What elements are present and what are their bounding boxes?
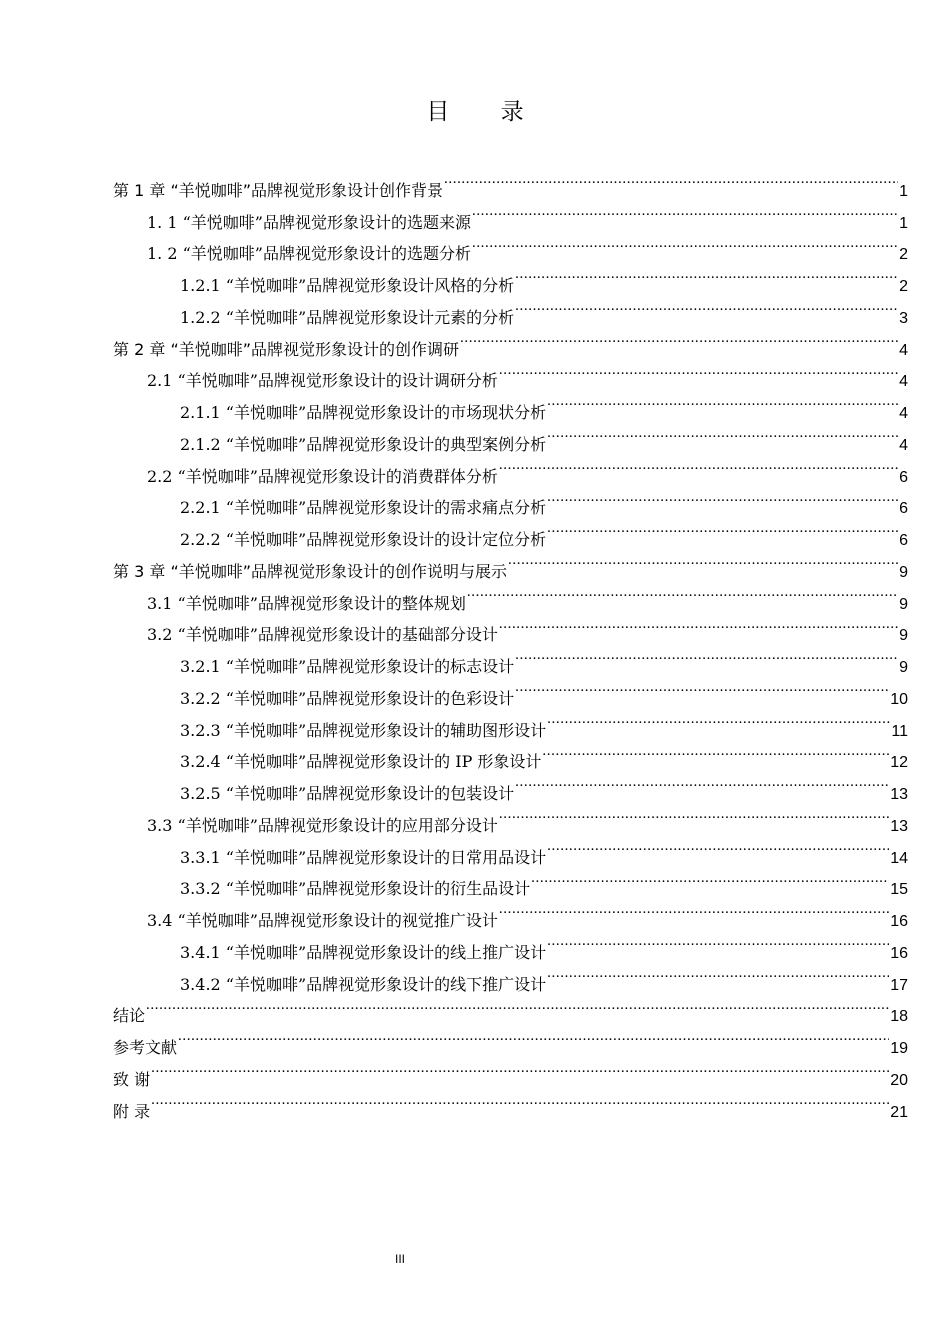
toc-entry-title: 第 3 章 “羊悦咖啡”品牌视觉形象设计的创作说明与展示: [113, 561, 508, 581]
toc-entry-title: 2.1.2 “羊悦咖啡”品牌视觉形象设计的典型案例分析: [180, 434, 547, 454]
toc-entry-title: 附 录: [113, 1101, 151, 1121]
toc-dot-leader: [547, 418, 898, 450]
toc-entry-page: 6: [899, 532, 908, 549]
toc-entry-page: 13: [890, 817, 908, 835]
toc-dot-leader: [547, 926, 889, 958]
toc-entry-title: 3.2.2 “羊悦咖啡”品牌视觉形象设计的色彩设计: [180, 688, 515, 708]
toc-entry[interactable]: [113, 990, 908, 1026]
toc-entry-title: 参考文献: [113, 1038, 178, 1057]
toc-entry-title: 2.1.1 “羊悦咖啡”品牌视觉形象设计的市场现状分析: [180, 403, 547, 422]
toc-entry[interactable]: [113, 1085, 908, 1121]
toc-entry-title: 1.2.1 “羊悦咖啡”品牌视觉形象设计风格的分析: [180, 276, 515, 295]
toc-entry-title: 2.2 “羊悦咖啡”品牌视觉形象设计的消费群体分析: [147, 466, 498, 486]
toc-entry-page: 4: [899, 436, 908, 454]
toc-entry[interactable]: [113, 1053, 908, 1089]
toc-entry-page: 2: [899, 278, 908, 295]
toc-entry-page: 11: [891, 722, 908, 740]
toc-dot-leader: [499, 609, 898, 641]
toc-entry-title: 1.2.2 “羊悦咖啡”品牌视觉形象设计元素的分析: [180, 307, 515, 327]
toc-entry-page: 16: [890, 913, 908, 930]
toc-entry-page: 9: [899, 595, 908, 613]
toc-entry-title: 3.4 “羊悦咖啡”品牌视觉形象设计的视觉推广设计: [147, 911, 498, 930]
toc-dot-leader: [547, 958, 889, 990]
page-number: III: [395, 1252, 406, 1266]
toc-dot-leader: [151, 1053, 889, 1085]
toc-dot-leader: [547, 704, 890, 736]
toc-entry-title: 2.2.1 “羊悦咖啡”品牌视觉形象设计的需求痛点分析: [180, 498, 547, 518]
toc-entry-page: 16: [890, 944, 908, 962]
toc-entry-title: 3.1 “羊悦咖啡”品牌视觉形象设计的整体规划: [147, 593, 466, 613]
toc-entry-title: 3.2 “羊悦咖啡”品牌视觉形象设计的基础部分设计: [147, 625, 498, 645]
toc-entry-title: 3.3 “羊悦咖啡”品牌视觉形象设计的应用部分设计: [147, 815, 498, 835]
toc-dot-leader: [547, 831, 889, 863]
toc-dot-leader: [499, 450, 898, 482]
toc-entry-page: 6: [899, 500, 908, 518]
toc-dot-leader: [151, 1085, 889, 1117]
toc-dot-leader: [508, 545, 898, 577]
toc-entry-title: 3.2.1 “羊悦咖啡”品牌视觉形象设计的标志设计: [180, 657, 515, 676]
toc-entry-title: 3.3.2 “羊悦咖啡”品牌视觉形象设计的衍生品设计: [180, 879, 531, 899]
toc-entry-title: 2.1 “羊悦咖啡”品牌视觉形象设计的设计调研分析: [147, 371, 498, 391]
toc-dot-leader: [444, 164, 898, 196]
table-of-contents: [113, 164, 908, 1121]
toc-dot-leader: [547, 482, 898, 514]
toc-dot-leader: [542, 736, 889, 768]
toc-entry-title: 1. 2 “羊悦咖啡”品牌视觉形象设计的选题分析: [147, 244, 471, 264]
toc-entry-title: 3.4.1 “羊悦咖啡”品牌视觉形象设计的线上推广设计: [180, 942, 547, 962]
toc-dot-leader: [472, 196, 898, 228]
toc-dot-leader: [467, 577, 898, 609]
toc-entry-page: 20: [890, 1071, 908, 1089]
toc-dot-leader: [460, 323, 898, 355]
toc-entry-title: 结论: [113, 1006, 146, 1026]
toc-entry-page: 15: [890, 881, 908, 899]
toc-entry-page: 4: [899, 405, 908, 422]
toc-dot-leader: [531, 863, 889, 895]
toc-entry-page: 9: [899, 659, 908, 676]
toc-entry-page: 9: [899, 563, 908, 581]
toc-dot-leader: [515, 291, 898, 323]
toc-entry-title: 3.4.2 “羊悦咖啡”品牌视觉形象设计的线下推广设计: [180, 974, 547, 994]
toc-dot-leader: [178, 1021, 889, 1053]
toc-entry[interactable]: [113, 1021, 908, 1057]
toc-entry-page: 4: [899, 373, 908, 391]
toc-entry-page: 1: [899, 182, 908, 200]
toc-entry-page: 4: [899, 341, 908, 359]
toc-entry-page: 18: [890, 1008, 908, 1026]
toc-dot-leader: [547, 513, 898, 545]
toc-dot-leader: [472, 228, 898, 260]
toc-dot-leader: [499, 355, 898, 387]
toc-entry-title: 第 1 章 “羊悦咖啡”品牌视觉形象设计创作背景: [113, 180, 444, 200]
toc-dot-leader: [515, 640, 898, 672]
toc-entry-page: 1: [899, 214, 908, 232]
toc-dot-leader: [547, 386, 898, 418]
toc-entry-title: 1. 1 “羊悦咖啡”品牌视觉形象设计的选题来源: [147, 212, 471, 232]
toc-entry-page: 17: [890, 976, 908, 994]
toc-entry-page: 3: [899, 309, 908, 327]
toc-entry-title: 第 2 章 “羊悦咖啡”品牌视觉形象设计的创作调研: [113, 339, 460, 359]
toc-entry-page: 14: [890, 849, 908, 867]
toc-entry-title: 3.2.5 “羊悦咖啡”品牌视觉形象设计的包装设计: [180, 784, 515, 803]
toc-entry-page: 21: [890, 1103, 908, 1121]
toc-entry[interactable]: [113, 164, 908, 200]
toc-entry-page: 9: [899, 627, 908, 645]
toc-dot-leader: [146, 990, 889, 1022]
toc-dot-leader: [515, 259, 898, 291]
toc-entry-page: 6: [899, 468, 908, 486]
toc-entry-title: 致 谢: [113, 1069, 151, 1089]
page-title: 目 录: [426, 99, 546, 125]
toc-dot-leader: [499, 799, 889, 831]
toc-dot-leader: [515, 767, 889, 799]
toc-entry-page: 2: [899, 246, 908, 264]
toc-entry-title: 2.2.2 “羊悦咖啡”品牌视觉形象设计的设计定位分析: [180, 530, 547, 549]
toc-dot-leader: [499, 894, 889, 926]
toc-entry-title: 3.3.1 “羊悦咖啡”品牌视觉形象设计的日常用品设计: [180, 847, 547, 867]
toc-entry-title: 3.2.3 “羊悦咖啡”品牌视觉形象设计的辅助图形设计: [180, 720, 547, 740]
toc-dot-leader: [515, 672, 889, 704]
toc-entry-page: 10: [890, 690, 908, 708]
toc-entry-title: 3.2.4 “羊悦咖啡”品牌视觉形象设计的 IP 形象设计: [180, 752, 542, 772]
toc-entry-page: 19: [890, 1040, 908, 1057]
toc-entry-page: 12: [890, 754, 908, 772]
toc-entry-page: 13: [890, 786, 908, 803]
